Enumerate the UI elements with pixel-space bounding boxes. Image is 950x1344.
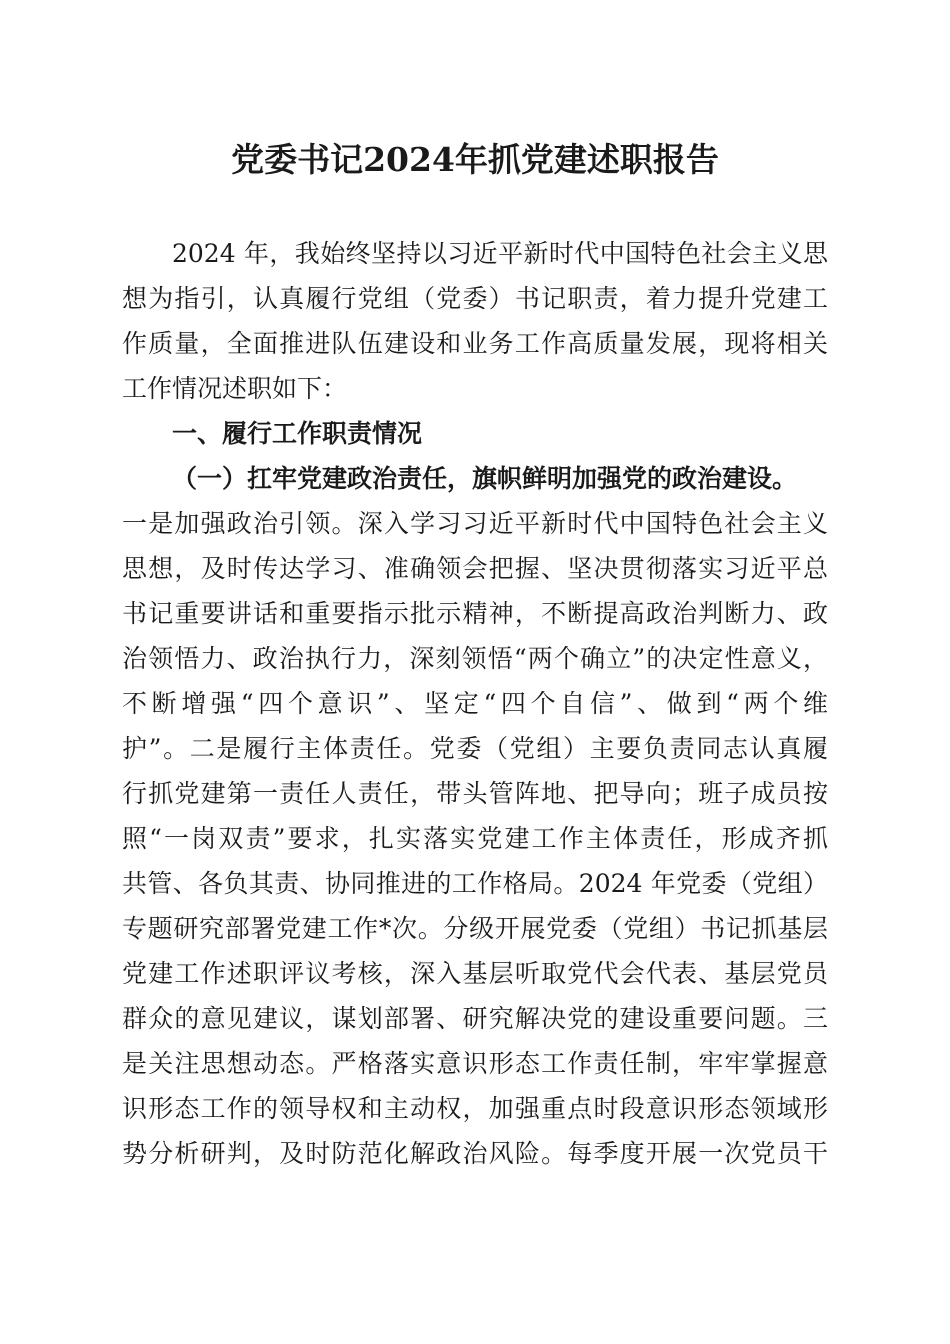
paragraph-line: 党建工作述职评议考核，深入基层听取党代会代表、基层党员	[122, 959, 828, 988]
paragraph-line: 想为指引，认真履行党组（党委）书记职责，着力提升党建工	[122, 284, 828, 313]
paragraph-line: 共管、各负其责、协同推进的工作格局。2024 年党委（党组）	[122, 869, 828, 898]
document-body	[122, 231, 828, 1176]
paragraph-line: 照“一岗双责”要求，扎实落实党建工作主体责任，形成齐抓	[122, 824, 828, 853]
paragraph-line: 书记重要讲话和重要指示批示精神，不断提高政治判断力、政	[122, 599, 828, 628]
paragraph-line: 势分析研判，及时防范化解政治风险。每季度开展一次党员干	[122, 1139, 828, 1168]
subsection-heading: （一）扛牢党建政治责任，旗帜鲜明加强党的政治建设。	[172, 464, 798, 493]
paragraph-line: 工作情况述职如下：	[122, 374, 348, 403]
paragraph-line: 思想，及时传达学习、准确领会把握、坚决贯彻落实习近平总	[122, 554, 828, 583]
paragraph-line: 2024 年，我始终坚持以习近平新时代中国特色社会主义思	[172, 239, 828, 268]
paragraph-line: 不断增强“四个意识”、坚定“四个自信”、做到“两个维	[122, 689, 828, 718]
paragraph-line: 是关注思想动态。严格落实意识形态工作责任制，牢牢掌握意	[122, 1049, 828, 1078]
paragraph-line: 行抓党建第一责任人责任，带头管阵地、把导向；班子成员按	[122, 779, 828, 808]
paragraph-line: 专题研究部署党建工作*次。分级开展党委（党组）书记抓基层	[122, 914, 828, 943]
paragraph-line: 一是加强政治引领。深入学习习近平新时代中国特色社会主义	[122, 509, 828, 538]
paragraph-line: 识形态工作的领导权和主动权，加强重点时段意识形态领域形	[122, 1094, 828, 1123]
document-title: 党委书记2024年抓党建述职报告	[231, 140, 719, 179]
paragraph-line: 群众的意见建议，谋划部署、研究解决党的建设重要问题。三	[122, 1004, 828, 1033]
paragraph-line: 作质量，全面推进队伍建设和业务工作高质量发展，现将相关	[122, 329, 828, 358]
section-heading: 一、履行工作职责情况	[172, 419, 423, 448]
paragraph-line: 护”。二是履行主体责任。党委（党组）主要负责同志认真履	[122, 734, 828, 763]
paragraph-line: 治领悟力、政治执行力，深刻领悟“两个确立”的决定性意义，	[122, 644, 828, 673]
